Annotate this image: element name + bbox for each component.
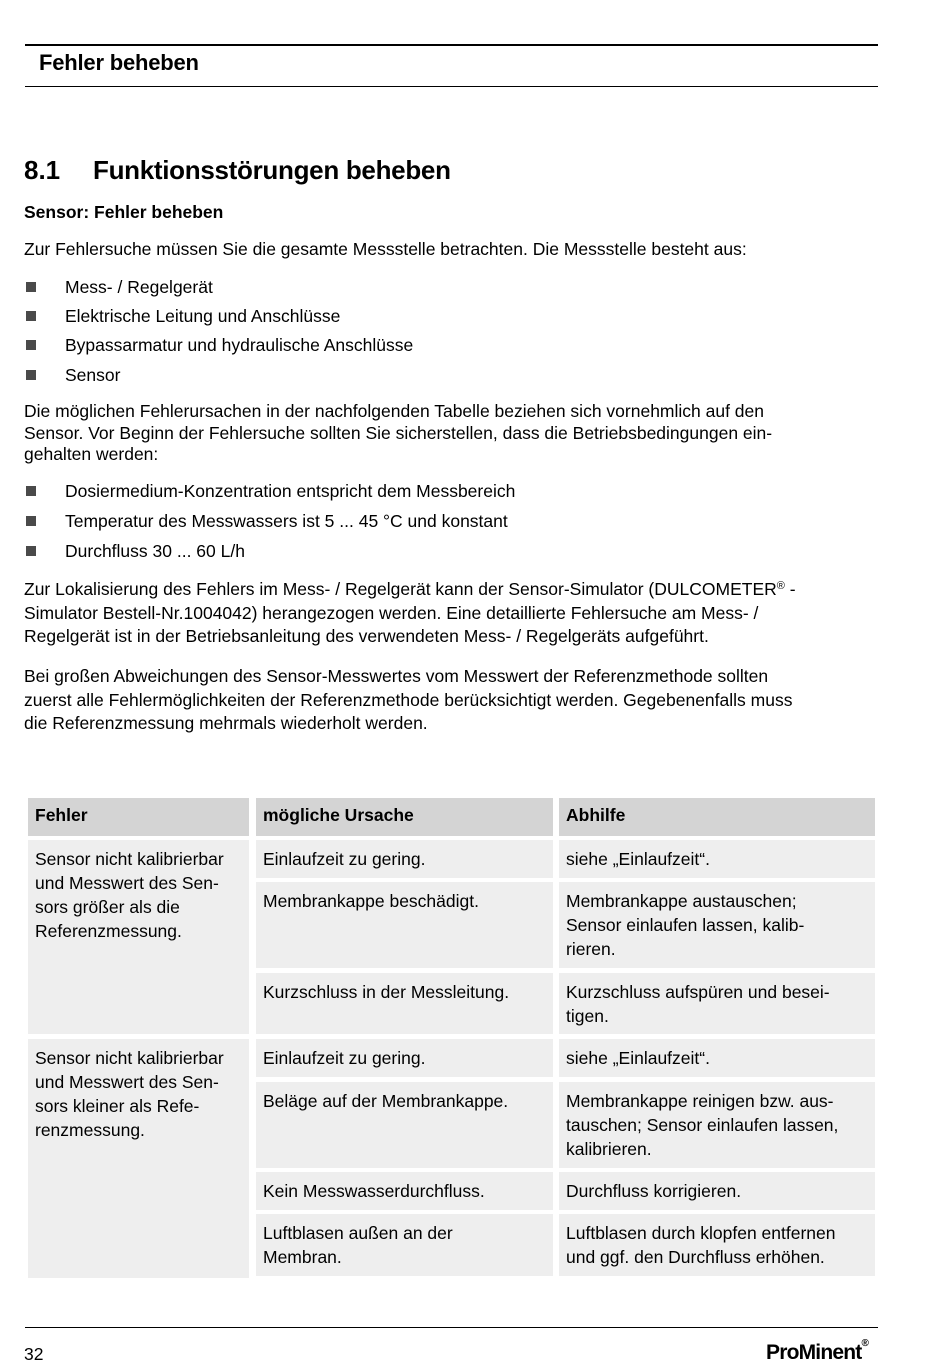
cause-cell: Einlaufzeit zu gering. bbox=[256, 840, 553, 878]
header-rule-bottom bbox=[25, 86, 878, 87]
table-header-remedy: Abhilfe bbox=[559, 798, 875, 836]
cause-cell: Einlaufzeit zu gering. bbox=[256, 1039, 553, 1077]
fault-cell: Sensor nicht kalibrierbar und Messwert des Sen- sors größer als die Referenzmessung. bbox=[28, 840, 249, 1034]
causes-paragraph: Die möglichen Fehlerursachen in der nachfolgenden Tabelle beziehen sich vornehmlich auf den Sensor. Vor Beginn der Fehlersuche sollten Sie sicherstellen, dass die Betriebsbedingungen ein- gehalten werden: bbox=[24, 401, 773, 464]
cause-cell: Luftblasen außen an der Membran. bbox=[256, 1214, 553, 1276]
brand-logo: ProMinent® bbox=[766, 1338, 869, 1364]
remedy-cell: Luftblasen durch klopfen entfernen und ggf. den Durchfluss erhöhen. bbox=[559, 1214, 875, 1276]
section-number: 8.1 bbox=[24, 155, 61, 185]
fault-cell: Sensor nicht kalibrierbar und Messwert des Sen- sors kleiner als Refe- renzmessung. bbox=[28, 1039, 249, 1278]
bullet-square-icon bbox=[26, 546, 36, 556]
table-header-cause: mögliche Ursache bbox=[256, 798, 553, 836]
bullet-square-icon bbox=[26, 340, 36, 350]
remedy-cell: Membrankappe reinigen bzw. aus- tauschen; Sensor einlaufen lassen, kalibrieren. bbox=[559, 1082, 875, 1168]
deviation-paragraph: Bei großen Abweichungen des Sensor-Messwertes vom Messwert der Referenzmethode sollten zuerst alle Fehlermöglichkeiten der Referenzmethode berücksichtigt werden. Gegebenenfalls muss die Referenzmessung mehrmals wiederholt werden. bbox=[24, 666, 793, 733]
cause-cell: Kein Messwasserdurchfluss. bbox=[256, 1172, 553, 1210]
bullet-square-icon bbox=[26, 311, 36, 321]
remedy-cell: Membrankappe austauschen; Sensor einlaufen lassen, kalib- rieren. bbox=[559, 882, 875, 968]
bullet-square-icon bbox=[26, 486, 36, 496]
bullet-square-icon bbox=[26, 370, 36, 380]
registered-mark: ® bbox=[776, 580, 785, 592]
remedy-cell: Durchfluss korrigieren. bbox=[559, 1172, 875, 1210]
bullet-square-icon bbox=[26, 516, 36, 526]
remedy-cell: siehe „Einlaufzeit“. bbox=[559, 840, 875, 878]
cause-cell: Kurzschluss in der Messleitung. bbox=[256, 973, 553, 1034]
header-rule-top bbox=[25, 44, 878, 46]
simulator-paragraph: Zur Lokalisierung des Fehlers im Mess- / Regelgerät kann der Sensor-Simulator (DULCOMETER® - Simulator Bestell-Nr.1004042) herangezogen werden. Eine detaillierte Fehlersuche am Mess- / Regelgerät ist in der Betriebsanleitung des verwendeten Mess- / Regelgeräts aufgeführt. bbox=[24, 579, 796, 646]
footer-rule bbox=[25, 1327, 878, 1328]
cause-cell: Membrankappe beschädigt. bbox=[256, 882, 553, 968]
intro-paragraph: Zur Fehlersuche müssen Sie die gesamte Messstelle betrachten. Die Messstelle besteht aus: bbox=[24, 239, 747, 259]
running-header-title: Fehler beheben bbox=[39, 50, 199, 75]
bullet-square-icon bbox=[26, 282, 36, 292]
table-header-fault: Fehler bbox=[28, 798, 249, 836]
section-title: Funktionsstörungen beheben bbox=[93, 155, 451, 185]
page-number: 32 bbox=[24, 1344, 44, 1364]
remedy-cell: Kurzschluss aufspüren und besei- tigen. bbox=[559, 973, 875, 1034]
remedy-cell: siehe „Einlaufzeit“. bbox=[559, 1039, 875, 1077]
cause-cell: Beläge auf der Membrankappe. bbox=[256, 1082, 553, 1168]
subheading: Sensor: Fehler beheben bbox=[24, 202, 224, 222]
